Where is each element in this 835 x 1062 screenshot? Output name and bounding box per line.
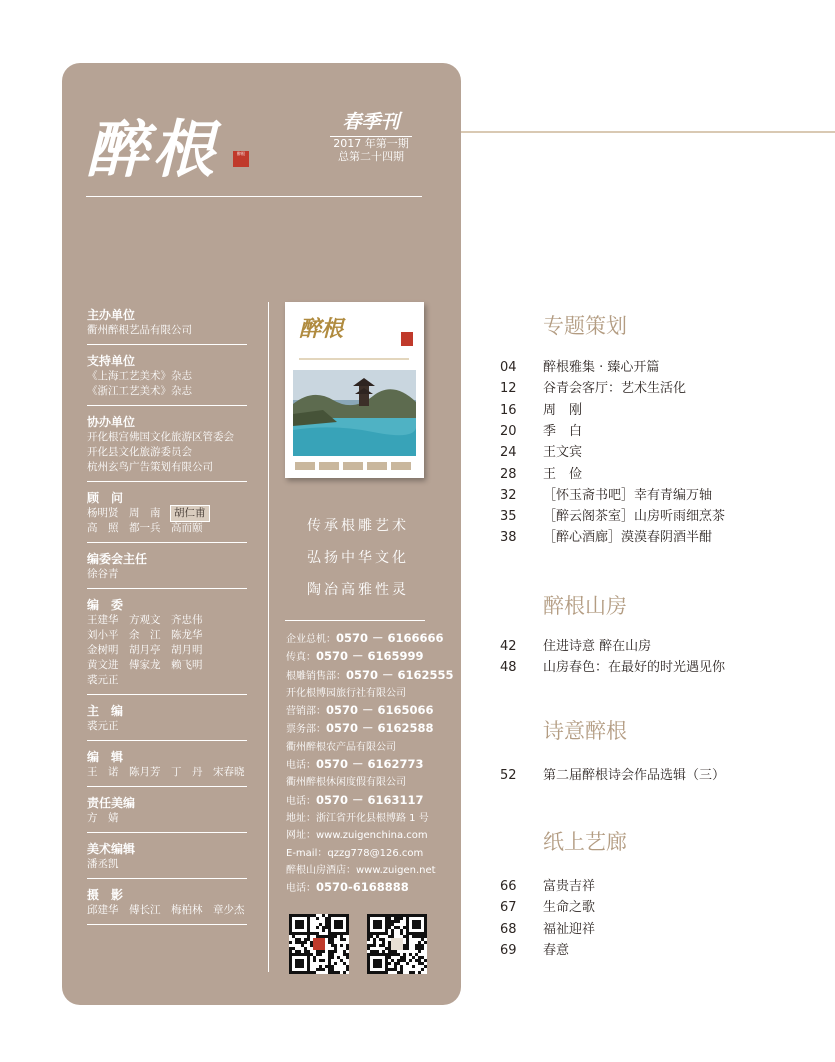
credit-block — [87, 704, 247, 741]
credit-line: 开化县文化旅游委员会 — [87, 446, 192, 458]
toc-page-number: 42 — [500, 639, 517, 654]
contact-label: 票务部： — [286, 724, 326, 736]
toc-page-number: 04 — [500, 360, 517, 375]
divider — [86, 196, 422, 197]
toc-page-number: 52 — [500, 768, 517, 783]
contact-label: 网址：www.zuigenchina.com — [286, 830, 428, 842]
contact-label: 电话： — [286, 795, 316, 807]
contact-label: 地址：浙江省开化县根博路 1 号 — [286, 812, 429, 824]
toc-entry-title: 富贵吉祥 — [543, 879, 596, 894]
red-seal-icon: 醉根 — [233, 151, 249, 167]
contact-value: 0570 － 6163117 — [316, 792, 424, 807]
credit-line: 开化根宫佛国文化旅游区管委会 — [87, 431, 234, 443]
credit-line: 潘丞凯 — [87, 858, 119, 870]
contact-value: 0570 － 6162773 — [316, 757, 424, 772]
toc-entry[interactable] — [500, 505, 725, 524]
credit-line: 裘元正 — [87, 674, 119, 686]
contact-label: 醉根山房酒店：www.zuigen.net — [286, 864, 436, 876]
contact-line — [286, 827, 456, 844]
toc-entry-title: 王文宾 — [543, 445, 583, 461]
contact-line — [286, 792, 456, 810]
toc-entry-title: 山房春色：在最好的时光遇见你 — [543, 660, 726, 676]
motto-line: 传承根雕艺术 — [307, 518, 409, 534]
toc-entry[interactable] — [500, 484, 712, 503]
contact-label: 电话： — [286, 883, 316, 895]
toc-page-number: 68 — [500, 921, 517, 937]
credit-title: 责任美编 — [87, 796, 136, 810]
motto-line: 弘扬中华文化 — [307, 550, 409, 566]
contact-line — [286, 630, 456, 648]
toc-entry[interactable] — [500, 377, 686, 396]
contact-line — [286, 702, 456, 720]
toc-entry-title: 醉根雅集 · 臻心开篇 — [543, 360, 660, 375]
contact-line — [286, 685, 456, 702]
toc-entry[interactable] — [500, 635, 651, 654]
toc-section-title: 醉根山房 — [543, 594, 627, 618]
contact-value: 0570 － 6165066 — [326, 703, 434, 718]
contact-label: 开化根博园旅行社有限公司 — [286, 687, 406, 699]
issue-info — [330, 107, 412, 163]
credit-line: 《浙江工艺美术》杂志 — [87, 385, 192, 397]
contact-label: 企业总机： — [286, 634, 336, 645]
toc-entry[interactable] — [500, 875, 595, 894]
credit-block — [87, 842, 247, 879]
contact-value: 0570 － 6165999 — [316, 649, 424, 664]
credit-title: 编 辑 — [87, 750, 124, 764]
contact-line — [286, 756, 456, 774]
credit-block — [87, 750, 247, 787]
credit-line: 金树明 胡月亭 胡月明 — [87, 644, 203, 656]
credit-title: 主 编 — [87, 704, 124, 718]
toc-entry-title: 周 刚 — [543, 402, 583, 418]
credit-block — [87, 598, 247, 695]
cover-strip — [299, 358, 409, 360]
toc-page-number: 20 — [500, 423, 517, 439]
credit-line: 王 诺 陈月芳 丁 丹 宋春晓 — [87, 766, 245, 778]
credit-block — [87, 491, 247, 543]
toc-entry[interactable] — [500, 420, 582, 439]
contact-label: 衢州醉根农产品有限公司 — [286, 741, 396, 753]
masthead-logo: 醉根 — [86, 113, 219, 186]
credit-line: 《上海工艺美术》杂志 — [87, 370, 192, 382]
contact-label: 传真： — [286, 652, 316, 664]
credit-line: 刘小平 余 江 陈龙华 — [87, 629, 203, 641]
credit-title: 编委会主任 — [87, 552, 148, 566]
toc-entry[interactable] — [500, 441, 582, 460]
toc-entry[interactable] — [500, 918, 595, 937]
contact-label: 营销部： — [286, 706, 326, 718]
toc-page-number: 48 — [500, 660, 517, 676]
toc-entry[interactable] — [500, 896, 595, 915]
qr-code-icon — [289, 914, 349, 974]
credit-line: 徐谷青 — [87, 568, 119, 580]
magazine-cover — [285, 302, 424, 478]
highlighted-name: 胡仁甫 — [171, 506, 209, 521]
contact-label: E-mail：qzzg778@126.com — [286, 847, 424, 859]
toc-entry-title: ［醉心酒廊］漠漠春阴酒半酣 — [543, 530, 713, 546]
credit-line: 方 婧 — [87, 812, 119, 824]
decorative-rule — [461, 131, 835, 133]
toc-entry-title: 第二届醉根诗会作品选辑（三） — [543, 768, 726, 783]
contact-line — [286, 845, 456, 862]
toc-entry-title: 生命之歌 — [543, 900, 596, 916]
toc-entry-title: 春意 — [543, 942, 570, 958]
toc-entry-title: 谷青会客厅：艺术生活化 — [543, 381, 687, 397]
issue-total: 总第二十四期 — [338, 150, 404, 163]
credit-line: 高 照 都一兵 高而颐 — [87, 522, 203, 534]
contact-line — [286, 862, 456, 879]
toc-entry-title: 王 俭 — [543, 466, 583, 482]
toc-entry[interactable] — [500, 463, 582, 482]
credit-block — [87, 415, 247, 482]
contact-line — [286, 739, 456, 756]
contact-line — [286, 810, 456, 827]
toc-entry[interactable] — [500, 939, 569, 958]
issue-year: 2017 年第一期 — [333, 137, 409, 150]
credit-title: 编 委 — [87, 598, 124, 612]
credits-list — [87, 308, 247, 934]
toc-entry[interactable] — [500, 526, 712, 545]
credit-block — [87, 354, 247, 406]
toc-page-number: 67 — [500, 900, 517, 916]
toc-section-title: 专题策划 — [543, 314, 627, 338]
credit-line: 裘元正 — [87, 720, 119, 732]
contact-value: 0570 － 6162588 — [326, 721, 434, 736]
toc-entry-title: ［怀玉斋书吧］幸有青编万轴 — [543, 487, 713, 503]
contact-list — [286, 630, 456, 897]
cover-photo — [293, 370, 416, 456]
motto-line: 陶冶高雅性灵 — [307, 582, 409, 598]
toc-section-title: 诗意醉根 — [543, 719, 627, 743]
toc-entry[interactable] — [500, 764, 725, 783]
toc-entry-title: ［醉云阁茶室］山房听雨细烹茶 — [543, 509, 726, 525]
toc-entry-title: 福祉迎祥 — [543, 921, 596, 937]
vertical-divider — [268, 302, 269, 972]
toc-entry-title: 住进诗意 醉在山房 — [543, 639, 652, 654]
issue-season: 春季刊 — [330, 107, 412, 137]
credit-title: 顾 问 — [87, 491, 124, 505]
cover-footer — [295, 462, 413, 470]
credit-title: 主办单位 — [87, 308, 136, 322]
credit-line: 杨明贤 周 南 胡仁甫 — [87, 506, 247, 521]
credit-block — [87, 796, 247, 833]
credit-title: 摄 影 — [87, 888, 124, 902]
toc-page-number: 28 — [500, 466, 517, 482]
contact-line — [286, 879, 456, 897]
cover-logo: 醉根 — [299, 316, 344, 342]
toc-entry[interactable] — [500, 656, 725, 675]
toc-entry-title: 季 白 — [543, 423, 583, 439]
contact-label: 衢州醉根休闲度假有限公司 — [286, 777, 406, 789]
contact-value: 0570 － 6166666 — [336, 631, 444, 645]
contact-label: 电话： — [286, 760, 316, 772]
toc-page-number: 69 — [500, 942, 517, 958]
credit-block — [87, 308, 247, 345]
credit-line: 王建华 方观文 齐忠伟 — [87, 614, 203, 626]
contact-label: 根雕销售部： — [286, 670, 346, 682]
cover-seal-icon — [401, 332, 413, 346]
contact-line — [286, 648, 456, 666]
credit-title: 协办单位 — [87, 415, 136, 429]
toc-page-number: 24 — [500, 445, 517, 461]
toc-page-number: 32 — [500, 487, 517, 503]
toc-page-number: 12 — [500, 381, 517, 397]
motto — [307, 510, 409, 606]
credit-line: 杭州玄鸟广告策划有限公司 — [87, 461, 213, 473]
credit-title: 美术编辑 — [87, 842, 136, 856]
qr-code-icon — [367, 914, 427, 974]
contact-line — [286, 720, 456, 738]
toc-page-number: 16 — [500, 402, 517, 418]
toc-entry[interactable] — [500, 356, 659, 375]
credit-line: 邱建华 傅长江 梅柏林 章少杰 — [87, 904, 245, 916]
toc-page-number: 38 — [500, 530, 517, 546]
toc-section-title: 纸上艺廊 — [543, 830, 627, 854]
toc-page-number: 66 — [500, 879, 517, 894]
contact-line — [286, 774, 456, 791]
contact-value: 0570-6168888 — [316, 880, 409, 895]
divider — [285, 620, 425, 621]
credit-line: 黄文进 傅家龙 赖飞明 — [87, 659, 203, 671]
toc-page-number: 35 — [500, 509, 517, 525]
credit-line: 衢州醉根艺品有限公司 — [87, 324, 192, 336]
credit-title: 支持单位 — [87, 354, 136, 368]
contact-value: 0570 － 6162555 — [346, 667, 454, 682]
credit-block — [87, 888, 247, 925]
contact-line — [286, 667, 456, 685]
toc-entry[interactable] — [500, 399, 582, 418]
credit-block — [87, 552, 247, 589]
